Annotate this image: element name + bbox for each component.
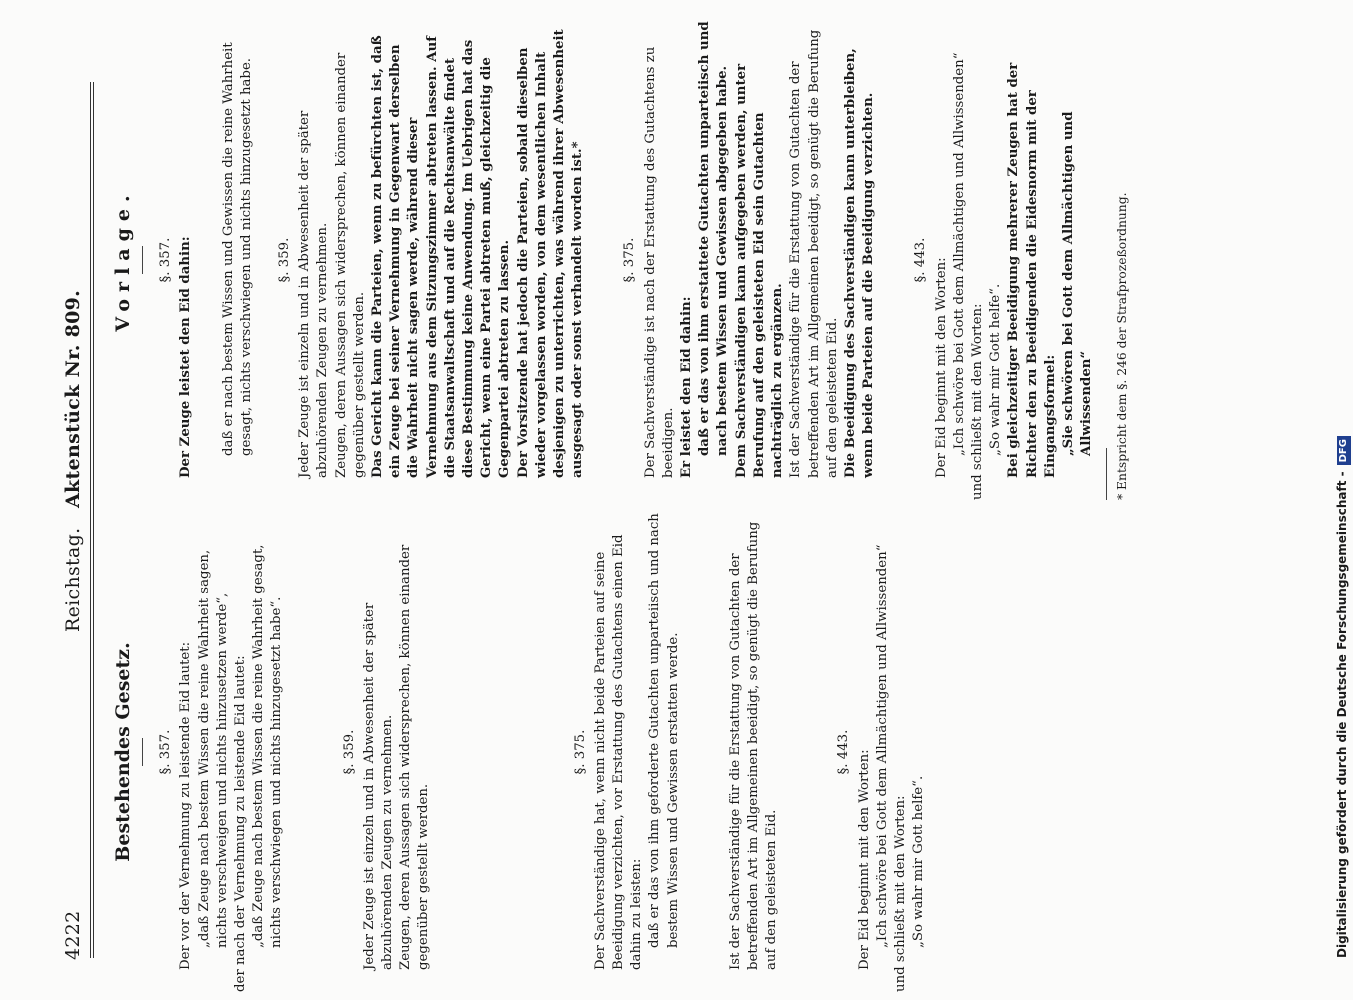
column-existing-law: [100, 512, 938, 992]
paragraph: und schließt mit den Worten:: [893, 795, 909, 992]
oath-quote: „So wahr mir Gott helfe“.: [911, 775, 927, 948]
spacer: [196, 20, 220, 500]
section-357-proposal: [157, 20, 256, 500]
paragraph-new-provision: Die Beeidigung des Sachverständigen kann unterbleiben, wenn beide Parteien auf die Beeidigung verzichten.: [842, 48, 877, 478]
section-heading: §. 359.: [341, 729, 357, 775]
paragraph: Der Eid beginnt mit den Worten:: [933, 257, 949, 478]
paragraph: Jeder Zeuge ist einzeln und in Abwesenheit der später abzuhörenden Zeugen zu vernehmen.: [361, 602, 396, 970]
oath-quote: „daß Zeuge nach bestem Wissen die reine Wahrheit gesagt, nichts verschwiegen und nichts hinzugesetzt habe“.: [251, 544, 285, 948]
header-reichstag: Reichstag.: [62, 527, 84, 632]
section-443-proposal: [912, 20, 1096, 500]
section-443-existing: [835, 512, 928, 992]
section-heading: §. 359.: [277, 237, 293, 283]
oath-quote: daß er das von ihm geforderte Gutachten unparteiisch und nach bestem Wissen und Gewissen erstatten werde.: [647, 513, 681, 948]
oath-quote: „Ich schwöre bei Gott dem Allmächtigen und Allwissenden“: [874, 544, 890, 948]
spacer: [683, 512, 727, 992]
oath-quote: „daß Zeuge nach bestem Wissen die reine Wahrheit sagen, nichts verschweigen und nichts hinzusetzen werde“,: [196, 549, 230, 948]
section-heading: §. 375.: [572, 729, 588, 775]
paragraph: und schließt mit den Worten:: [969, 303, 985, 500]
paragraph-new-provision: Bei gleichzeitiger Beeidigung mehrerer Zeugen hat der Richter den zu Beeidigenden die Eidesnorm mit der Eingangsformel:: [1006, 62, 1058, 478]
section-359-proposal: [276, 20, 587, 500]
title-rule: [142, 738, 143, 766]
section-375-existing: [572, 512, 782, 992]
title-rule: [142, 246, 143, 274]
header-document-number: Aktenstück Nr. 809.: [62, 289, 84, 508]
paragraph-new-provision: Das Gericht kann die Parteien, wenn zu befürchten ist, daß ein Zeuge bei seiner Vernehmung in Gegenwart derselben die Wahrheit nicht sagen werde, während dieser Vernehmung aus dem Sitzungszimmer abtreten lassen. Auf die Staatsanwaltschaft und auf die Rechtsanwälte findet diese Bestimmung keine Anwendung. Im Uebrigen hat das Gericht, wenn eine Partei abtreten muß, gleichzeitig die Gegenpartei abtreten zu lassen.: [370, 35, 513, 478]
paragraph: Ist der Sachverständige für die Erstattung von Gutachten der betreffenden Art im Allgemeinen beeidigt, so genügt die Berufung auf den geleisteten Eid.: [727, 521, 780, 970]
paragraph: Ist der Sachverständige für die Erstattung von Gutachten der betreffenden Art im Allgemeinen beeidigt, so genügt die Berufung auf den geleisteten Eid.: [788, 29, 840, 478]
section-heading: §. 357.: [158, 237, 174, 283]
paragraph: Der Sachverständige ist nach der Erstattung des Gutachtens zu beeidigen.: [642, 46, 676, 478]
paragraph: Jeder Zeuge ist einzeln und in Abwesenheit der später abzuhörenden Zeugen zu vernehmen.: [297, 110, 331, 478]
spacer: [297, 512, 341, 992]
paragraph: Der Eid beginnt mit den Worten:: [856, 749, 872, 970]
section-heading: §. 357.: [158, 729, 174, 775]
section-heading: §. 443.: [913, 237, 929, 283]
page-number: 4222: [62, 910, 84, 960]
section-357-existing: [157, 512, 286, 992]
digitization-note-text: Digitalisierung gefördert durch die Deutsche Forschungsgemeinschaft -: [1335, 471, 1349, 958]
paragraph: der nach der Vernehmung zu leistende Eid lautet:: [233, 655, 249, 992]
paragraph: Zeugen, deren Aussagen sich widersprechen, können einander gegenüber gestellt werden.: [398, 544, 432, 970]
oath-quote: „Sie schwören bei Gott dem Allmächtigen und Allwissenden“: [1060, 111, 1095, 456]
oath-quote: „Ich schwöre bei Gott dem Allmächtigen und Allwissenden“: [951, 52, 967, 456]
digitization-note: [1335, 40, 1351, 958]
paragraph: Er leistet den Eid dahin:: [679, 296, 695, 478]
spacer: [791, 512, 835, 992]
oath-quote: daß er das von ihm erstattete Gutachten unparteiisch und nach bestem Wissen und Gewissen abgegeben habe.: [697, 21, 731, 456]
footnote: * Entspricht dem §. 246 der Strafprozeßordnung.: [1115, 192, 1130, 500]
spacer: [444, 512, 508, 992]
spacer: [266, 20, 276, 500]
header-rule: [90, 82, 94, 958]
section-375-proposal: [621, 20, 878, 500]
paragraph: Zeugen, deren Aussagen sich widersprechen, können einander gegenüber gestellt werden.: [333, 52, 367, 478]
spacer: [508, 512, 572, 992]
spacer: [888, 20, 912, 500]
running-head: [62, 40, 90, 960]
footnote-rule: [1106, 448, 1107, 500]
paragraph: Der Sachverständige hat, wenn nicht beide Parteien auf seine Beeidigung verzichten, vor Erstattung des Gutachtens einen Eid dahin zu leisten:: [592, 534, 645, 970]
dfg-logo: DFG: [1337, 436, 1351, 465]
oath-quote: „So wahr mir Gott helfe“.: [988, 283, 1004, 456]
section-heading: §. 443.: [836, 729, 852, 775]
section-heading: §. 375.: [622, 237, 638, 283]
column-title-existing-law: Bestehendes Gesetz.: [112, 642, 134, 862]
section-359-existing: [341, 512, 434, 992]
column-title-proposal: Vorlage.: [112, 188, 134, 332]
paragraph-new-provision: Dem Sachverständigen kann aufgegeben werden, unter Berufung auf den geleisteten Eid sein Gutachten nachträglich zu ergänzen.: [733, 63, 786, 478]
paragraph: Der vor der Vernehmung zu leistende Eid lautet:: [178, 641, 194, 970]
column-proposal: [100, 20, 1132, 500]
paragraph-new-provision: Der Vorsitzende hat jedoch die Parteien, sobald dieselben wieder vorgelassen worden, von dem wesentlichen Inhalt desjenigen zu unterrichten, was während ihrer Abwesenheit ausgesagt oder sonst verhandelt worden ist.*: [515, 29, 586, 478]
spacer: [597, 20, 621, 500]
paragraph: Der Zeuge leistet den Eid dahin:: [178, 236, 194, 478]
oath-quote: daß er nach bestem Wissen und Gewissen die reine Wahrheit gesagt, nichts verschwiegen und nichts hinzugesetzt habe.: [220, 42, 254, 456]
